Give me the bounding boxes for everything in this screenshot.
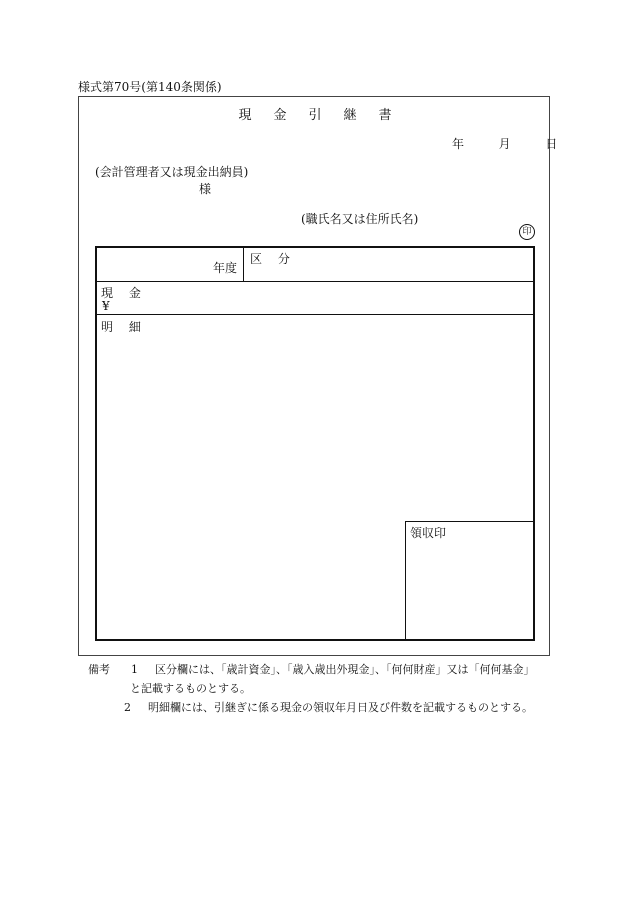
- details-label: 明 細: [101, 320, 147, 334]
- note-number: 1: [131, 663, 138, 676]
- receipt-box-top: [405, 521, 533, 522]
- row-divider: [97, 281, 533, 282]
- note-text: 明細欄には、引継ぎに係る現金の領収年月日及び件数を記載するものとする。: [148, 701, 533, 714]
- fiscal-year-label: 年度: [213, 261, 238, 275]
- notes-section: [88, 660, 535, 717]
- form-title: 現金引継書: [238, 108, 414, 123]
- note-text: 区分欄には、「歳計資金」、「歳入歳出外現金」、「何何財産」又は「何何基金」: [155, 663, 535, 676]
- date-year-label: 年: [452, 137, 465, 151]
- date-row: [452, 135, 557, 152]
- recipient-label: (会計管理者又は現金出納員): [95, 165, 249, 179]
- note-item: [88, 660, 535, 679]
- yen-symbol: ¥: [102, 299, 110, 313]
- notes-heading: 備考: [88, 663, 110, 676]
- note-text: と記載するものとする。: [130, 682, 251, 695]
- receipt-seal-label: 領収印: [410, 526, 447, 540]
- seal-icon: 印: [519, 224, 535, 240]
- date-day-label: 日: [545, 137, 558, 151]
- date-month-label: 月: [498, 137, 511, 151]
- cash-transfer-table: [95, 246, 535, 641]
- receipt-box-left: [405, 521, 406, 639]
- form-number: 様式第70号(第140条関係): [78, 80, 222, 94]
- note-item: [88, 698, 535, 717]
- row-divider: [97, 314, 533, 315]
- note-continuation: [88, 679, 535, 698]
- column-divider: [243, 248, 244, 281]
- sender-label: (職氏名又は住所氏名): [301, 212, 419, 226]
- category-label: 区 分: [250, 252, 296, 266]
- note-number: 2: [124, 701, 131, 714]
- cash-label: 現 金: [101, 286, 147, 300]
- honorific-label: 様: [199, 182, 212, 196]
